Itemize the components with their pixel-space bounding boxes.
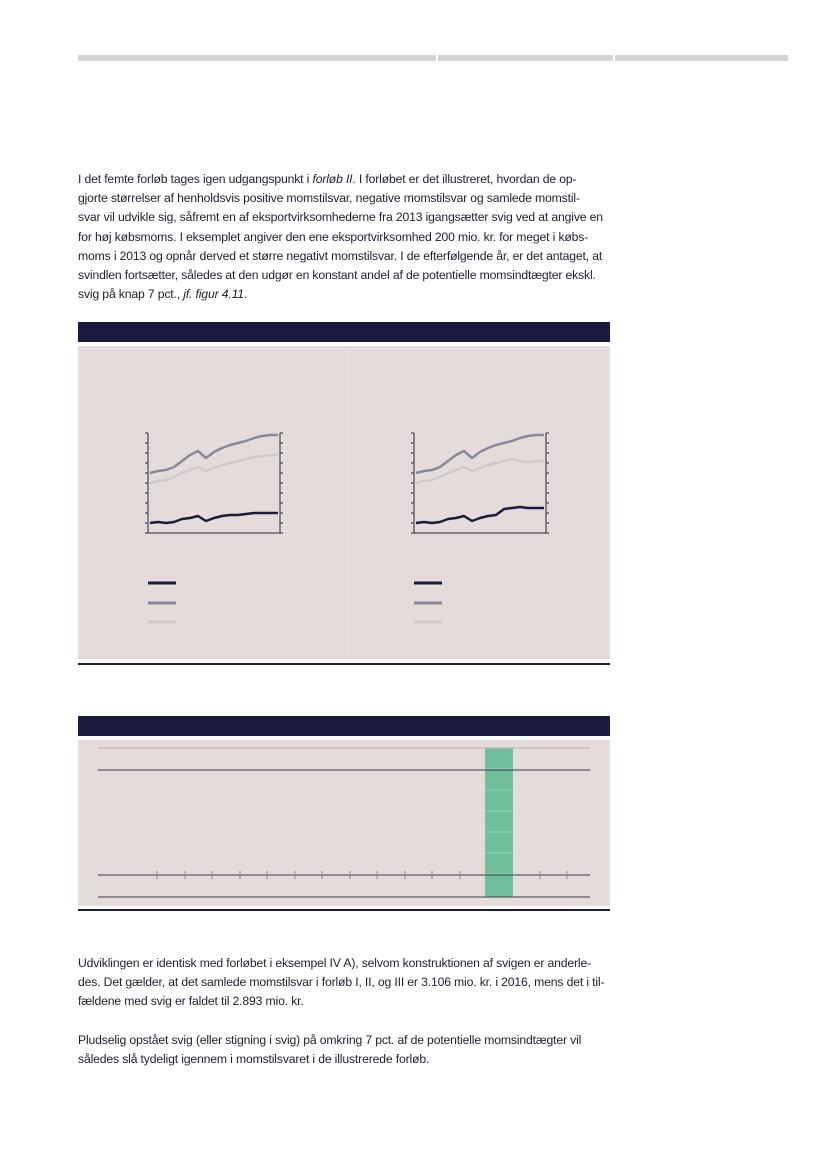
table-header xyxy=(78,716,610,736)
figure-header xyxy=(78,322,610,342)
figure-panel xyxy=(78,346,610,659)
intro-line: moms i 2013 og opnår derved et større negativt momstilsvar. I de efterfølgende år, er det antaget, at xyxy=(78,248,603,263)
summary-line: således slå tydeligt igennem i momstilsvaret i de illustrerede forløb. xyxy=(78,1052,430,1067)
conclusion-paragraph xyxy=(78,954,610,1012)
intro-line: gjorte størrelser af henholdsvis positive momstilsvar, negative momstilsvar og samlede momstil- xyxy=(78,191,580,206)
intro-paragraph xyxy=(78,170,610,304)
figure-bottom-rule xyxy=(78,663,610,665)
summary-line: Pludselig opstået svig (eller stigning i svig) på omkring 7 pct. af de potentielle momsindtægter vil xyxy=(78,1033,582,1047)
conclusion-line: des. Det gælder, at det samlede momstilsvar i forløb I, II, og III er 3.106 mio. kr. i 2016, mens det i til- xyxy=(78,975,605,990)
intro-line: svig på knap 7 pct., jf. figur 4.11. xyxy=(78,287,248,302)
intro-line: for høj købsmoms. I eksemplet angiver den ene eksportvirksomhed 200 mio. kr. for meget i købs- xyxy=(78,229,589,244)
intro-line: svar vil udvikle sig, såfremt en af eksportvirksomhederne fra 2013 igangsætter svig ved at angive en xyxy=(78,210,603,225)
intro-line: svindlen fortsætter, således at den udgør en konstant andel af de potentielle momsindtægter ekskl. xyxy=(78,268,596,283)
conclusion-line: Udviklingen er identisk med forløbet i eksempel IV A), selvom konstruktionen af svigen er anderle- xyxy=(78,956,591,970)
conclusion-line: fældene med svig er faldet til 2.893 mio. kr. xyxy=(78,994,304,1009)
top-rule-right xyxy=(615,55,788,61)
top-rule-middle xyxy=(438,55,613,61)
table-bottom-rule xyxy=(78,909,610,911)
intro-line: I det femte forløb tages igen udgangspunkt i forløb II. I forløbet er det illustreret, hvordan de op- xyxy=(78,172,577,186)
table-panel xyxy=(78,740,610,906)
summary-paragraph xyxy=(78,1031,610,1069)
top-rule-left xyxy=(78,55,436,61)
